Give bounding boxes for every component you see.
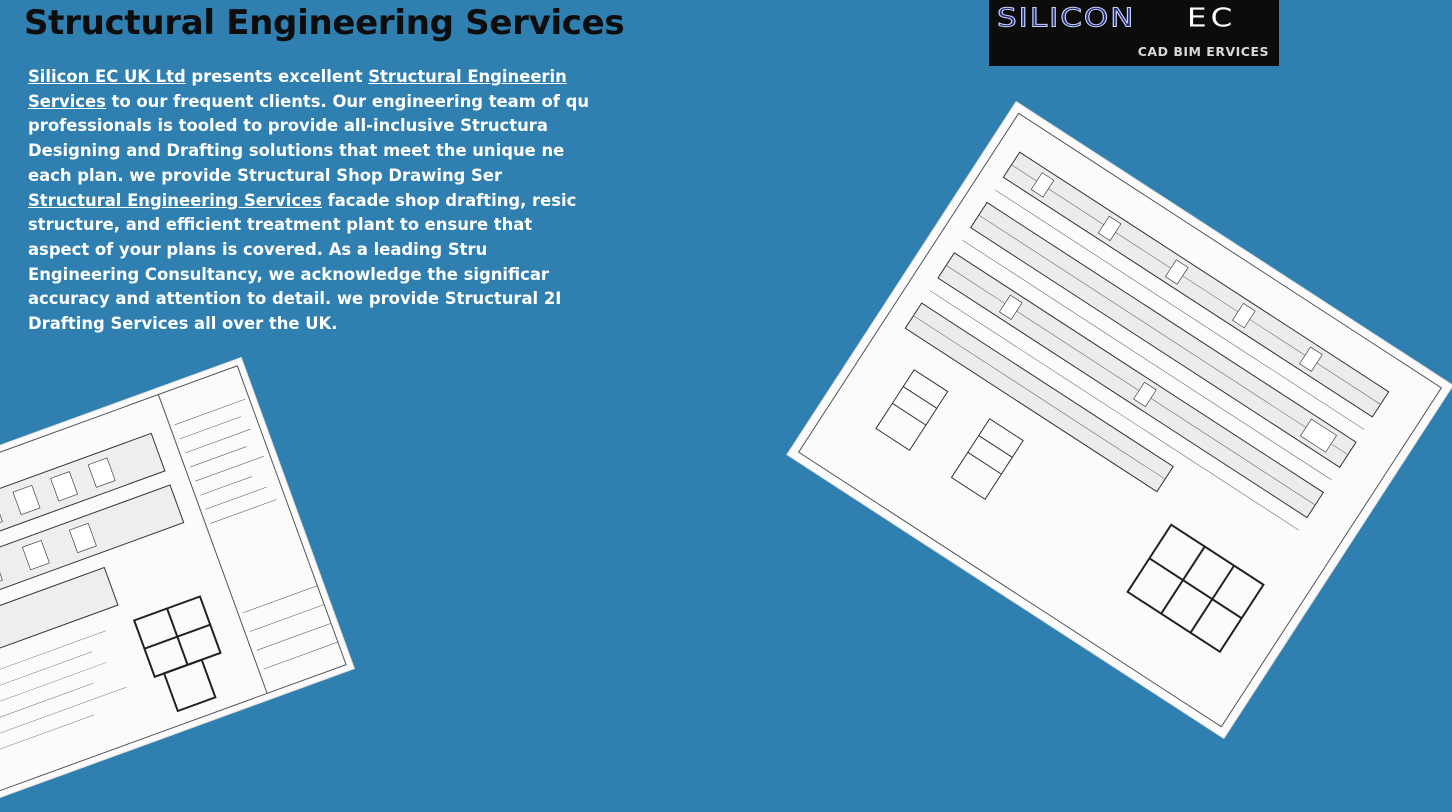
paragraph-line bbox=[28, 312, 550, 337]
paragraph-text: professionals is tooled to provide all-inclusive Structura bbox=[28, 116, 548, 136]
logo-brand-left: SILICON bbox=[997, 3, 1136, 34]
paragraph-line bbox=[28, 287, 562, 312]
paragraph-text: Engineering Consultancy, we acknowledge the significar bbox=[28, 264, 550, 284]
paragraph-text: facade shop drafting, resic bbox=[321, 190, 577, 210]
paragraph-line bbox=[28, 114, 550, 139]
paragraph-text: to our frequent clients. Our engineering team of qu bbox=[105, 91, 589, 111]
intro-paragraph bbox=[28, 65, 589, 337]
paragraph-text: presents excellent bbox=[185, 67, 369, 86]
paragraph-line bbox=[28, 213, 550, 238]
paragraph-text: each plan. we provide Structural Shop Drawing Ser bbox=[28, 165, 503, 185]
paragraph-text: Drafting Services all over the UK. bbox=[28, 314, 338, 334]
paragraph-line bbox=[28, 164, 550, 189]
paragraph-text: Designing and Drafting solutions that meet the unique ne bbox=[28, 141, 565, 161]
paragraph-link[interactable]: Silicon EC UK Ltd bbox=[28, 67, 186, 86]
paragraph-line bbox=[28, 65, 567, 90]
paragraph-text: structure, and efficient treatment plant to ensure that bbox=[28, 215, 533, 235]
structural-drawing-sheet-right bbox=[788, 102, 1452, 737]
paragraph-text: aspect of your plans is covered. As a leading Stru bbox=[28, 239, 488, 259]
paragraph-line bbox=[28, 90, 589, 115]
structural-drawing-sheet-left bbox=[0, 358, 354, 812]
drawing-right-svg bbox=[788, 102, 1452, 737]
page-title: Structural Engineering Services bbox=[24, 3, 625, 43]
paragraph-text: accuracy and attention to detail. we provide Structural 2I bbox=[28, 289, 562, 309]
paragraph-line bbox=[28, 263, 550, 288]
logo-brand-right: EC bbox=[1187, 3, 1237, 34]
paragraph-line bbox=[28, 139, 565, 164]
logo-tagline: CAD BIM ERVICES bbox=[1137, 44, 1269, 59]
drawing-left-svg bbox=[0, 358, 354, 812]
paragraph-link[interactable]: Structural Engineerin bbox=[368, 67, 567, 86]
paragraph-line bbox=[28, 189, 577, 214]
paragraph-line bbox=[28, 238, 550, 263]
company-logo bbox=[989, 0, 1279, 66]
paragraph-link[interactable]: Structural Engineering Services bbox=[28, 190, 322, 210]
paragraph-link[interactable]: Services bbox=[28, 91, 106, 111]
